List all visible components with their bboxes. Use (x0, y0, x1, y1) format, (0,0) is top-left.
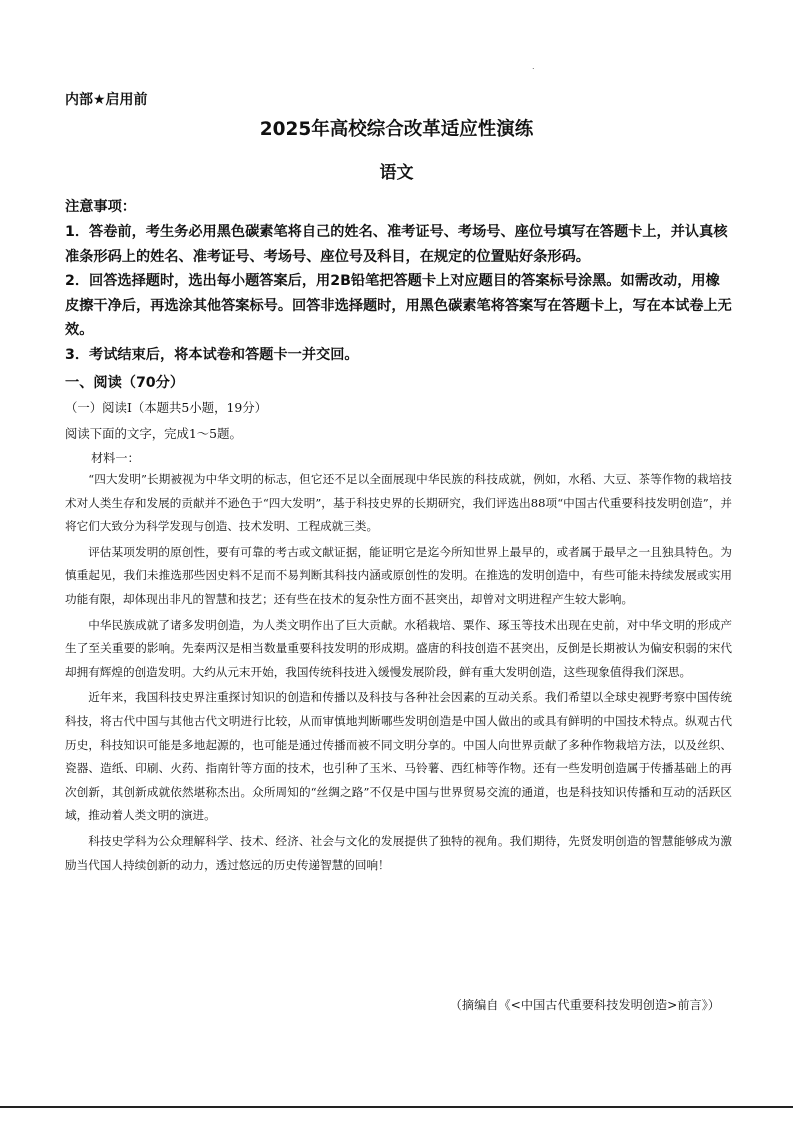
passage-paragraph-1: “四大发明”长期被视为中华文明的标志，但它还不足以全面展现中华民族的科技成就，例如，水稻、大豆、茶等作物的栽培技术对人类生存和发展的贡献并不逊色于“四大发明”，基于科技史界的长期研究，我们评选出88项“中国古代重要科技发明创造”，并将它们大致分为科学发现与创造、技术发明、工程成就三类。 (65, 472, 732, 534)
reading-instruction: 阅读下面的文字，完成1～5题。 (65, 426, 242, 441)
notice-item-1: 1．答卷前，考生务必用黑色碳素笔将自己的姓名、准考证号、考场号、座位号填写在答题卡上，并认真核准条形码上的姓名、准考证号、考场号、座位号及科目，在规定的位置贴好条形码。 (65, 224, 728, 265)
passage-paragraph-3: 中华民族成就了诸多发明创造，为人类文明作出了巨大贡献。水稻栽培、粟作、琢玉等技术出现在史前，对中华文明的形成产生了至关重要的影响。先秦两汉是相当数量重要科技发明的形成期。盛唐的科技创造不甚突出，反倒是长期被认为偏安积弱的宋代却拥有辉煌的创造发明。大约从元末开始，我国传统科技进入缓慢发展阶段，鲜有重大发明创造，这些现象值得我们深思。 (65, 617, 732, 679)
classification-label: 内部★启用前 (65, 92, 148, 108)
section-subheading: （一）阅读Ⅰ（本题共5小题，19分） (65, 400, 268, 415)
notice-item-3: 3．考试结束后，将本试卷和答题卡一并交回。 (65, 346, 359, 363)
subject-title: 语文 (379, 163, 414, 183)
material-label: 材料一： (91, 451, 140, 465)
notice-block (65, 195, 733, 368)
passage-source: （摘编自《<中国古代重要科技发明创造>前言》） (449, 998, 720, 1012)
notice-item-2: 2．回答选择题时，选出每小题答案后，用2B铅笔把答题卡上对应题目的答案标号涂黑。如需改动，用橡皮擦干净后，再选涂其他答案标号。回答非选择题时，用黑色碳素笔将答案写在答题卡上，写在本试卷上无效。 (65, 273, 732, 339)
footer-divider (0, 1106, 793, 1108)
passage-paragraph-2: 评估某项发明的原创性，要有可靠的考古或文献证据，能证明它是迄今所知世界上最早的，或者属于最早之一且独具特色。为慎重起见，我们未推选那些因史料不足而不易判断其科技内涵或原创性的发明。在推选的发明创造中，有些可能未持续发展或实用功能有限，却体现出非凡的智慧和技艺；还有些在技术的复杂性方面不甚突出，却曾对文明进程产生较大影响。 (65, 544, 732, 606)
passage-paragraph-5: 科技史学科为公众理解科学、技术、经济、社会与文化的发展提供了独特的视角。我们期待，先贤发明创造的智慧能够成为激励当代国人持续创新的动力，透过悠远的历史传递智慧的回响！ (65, 833, 732, 872)
notice-heading: 注意事项： (65, 199, 136, 215)
corner-mark: . (532, 62, 535, 71)
section-heading: 一、阅读（70分） (65, 375, 185, 391)
passage-paragraph-4: 近年来，我国科技史界注重探讨知识的创造和传播以及科技与各种社会因素的互动关系。我们希望以全球史视野考察中国传统科技，将古代中国与其他古代文明进行比较，从而审慎地判断哪些发明创造是中国人做出的或具有鲜明的中国技术特点。纵观古代历史，科技知识可能是多地起源的，也可能是通过传播而被不同文明分享的。中国人向世界贡献了多种作物栽培方法，以及丝织、瓷器、造纸、印刷、火药、指南针等方面的技术，也引种了玉米、马铃薯、西红柿等作物。还有一些发明创造属于传播基础上的再次创新，其创新成就依然堪称杰出。众所周知的“丝绸之路”不仅是中国与世界贸易交流的通道，也是科技知识传播和互动的活跃区域，推动着人类文明的演进。 (65, 690, 732, 823)
exam-title: 2025年高校综合改革适应性演练 (259, 119, 534, 140)
passage-body (65, 468, 732, 877)
